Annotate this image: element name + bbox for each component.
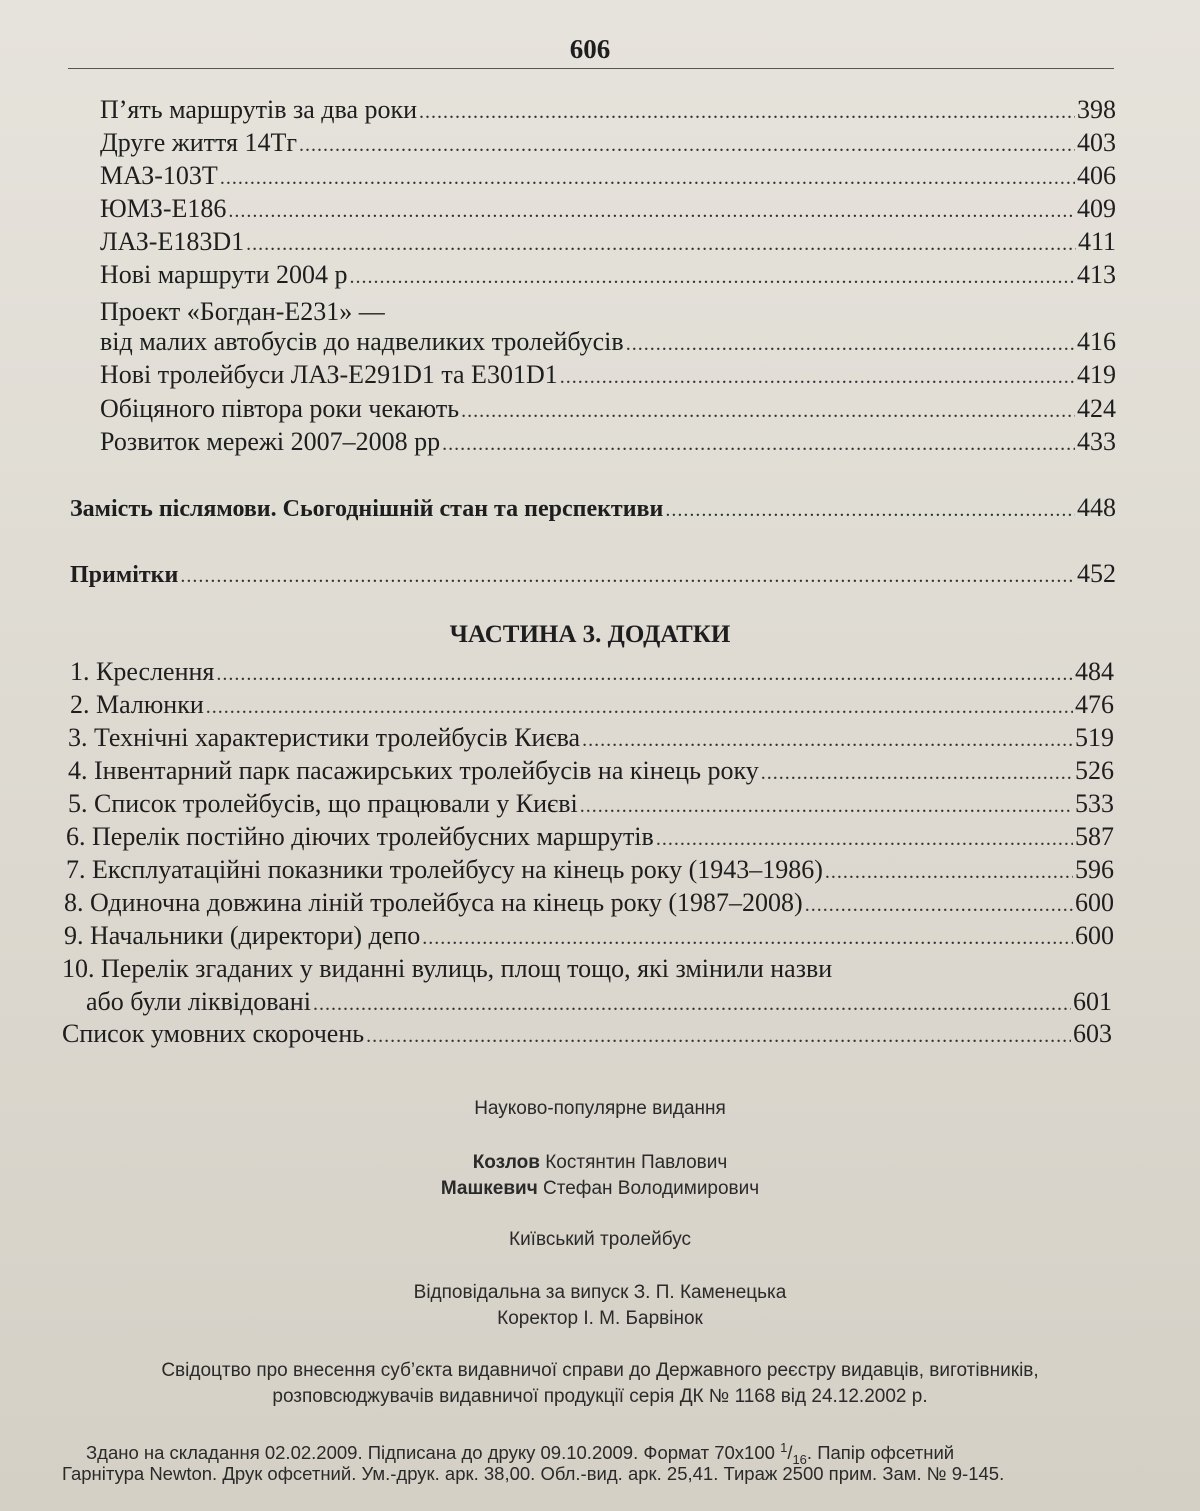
toc-entry-page: 411 [1077,227,1116,256]
toc-entry-page: 413 [1077,260,1116,289]
toc-entry [100,160,1116,194]
toc-leader-dots [246,228,1076,260]
toc-entry-title: 3. Технічні характеристики тролейбусів Києва [68,723,581,752]
toc-entry [100,426,1116,460]
toc-leader-dots [299,129,1075,161]
toc-entry-title: 4. Інвентарний парк пасажирських тролейбусів на кінець року [68,756,759,785]
toc-entry-page: 600 [1075,921,1114,950]
author-2 [0,1176,1200,1202]
toc-leader-dots [228,195,1075,227]
toc-entry-page: 406 [1077,161,1116,190]
toc-leader-dots [216,658,1073,690]
toc-leader-dots [419,96,1075,128]
toc-entry-title: Розвиток мережі 2007–2008 рр [100,427,441,456]
format-fraction-denominator: 16 [792,1451,807,1467]
toc-leader-dots [350,261,1075,293]
print-details-line-2: Гарнітура Newton. Друк офсетний. Ум.-друк. арк. 38,00. Обл.-вид. арк. 25,41. Тираж 2500 прим. Зам. № 9-145. [62,1463,1005,1484]
toc-entry [100,193,1116,227]
toc-entry-title: 1. Креслення [70,657,215,686]
toc-leader-dots [313,988,1071,1020]
toc-entry [100,359,1116,393]
toc-entry [64,920,1114,954]
toc-leader-dots [626,328,1075,360]
toc-entry-page: 409 [1077,194,1116,223]
toc-entry-title: або були ліквідовані [86,987,311,1016]
toc-entry-page: 416 [1077,327,1116,356]
toc-entry [86,986,1112,1020]
toc-entry-title: Список умовних скорочень [62,1019,365,1048]
toc-entry [68,755,1114,789]
toc-entry-title: 9. Начальники (директори) депо [64,921,421,950]
toc-entry-title: Друге життя 14Тг [100,128,298,157]
toc-entry-title: 7. Експлуатаційні показники тролейбусу на кінець року (1943–1986) [66,855,823,884]
toc-afterword [70,492,1116,526]
toc-entry-title: Обіцяного півтора роки чекають [100,394,460,423]
certificate-line-2: розповсюджувачів видавничої продукції серія ДК № 1168 від 24.12.2002 р. [272,1386,928,1407]
toc-entry [68,788,1114,822]
toc-entry-page: 519 [1075,723,1114,752]
toc-leader-dots [206,691,1073,723]
toc-entry-page: 398 [1077,95,1116,124]
author-surname: Козлов [472,1152,540,1173]
toc-leader-dots [580,790,1073,822]
toc-entry [70,689,1114,723]
toc-entry [100,393,1116,427]
toc-entry-title: 2. Малюнки [70,690,204,719]
toc-entry-page: 484 [1075,657,1114,686]
book-title: Київський тролейбус [509,1229,691,1250]
toc-leader-dots [761,757,1073,789]
responsible-editor: Відповідальна за випуск З. П. Каменецька [413,1282,787,1303]
author-surname: Машкевич [440,1178,538,1199]
toc-entry-title-line1: 10. Перелік згаданих у виданні вулиць, площ тощо, які змінили назви [62,954,833,983]
toc-entry-page: 601 [1073,987,1112,1016]
toc-entry-title: ЛАЗ-Е183D1 [100,227,245,256]
toc-entry-title: Примітки [70,562,179,588]
toc-entry [66,821,1114,855]
author-1 [0,1150,1200,1176]
toc-leader-dots [656,823,1073,855]
toc-leader-dots [825,856,1073,888]
toc-entry [70,656,1114,690]
toc-entry-title: П’ять маршрутів за два роки [100,95,418,124]
toc-entry-page: 526 [1075,756,1114,785]
toc-leader-dots [442,428,1075,460]
toc-leader-dots [582,724,1073,756]
toc-leader-dots [461,395,1075,427]
toc-entry-page: 476 [1075,690,1114,719]
toc-entry-page: 424 [1077,394,1116,423]
toc-entry-page: 603 [1073,1019,1112,1048]
toc-entry-title: Замість післямови. Сьогоднішній стан та перспективи [70,496,664,522]
corrector: Коректор І. М. Барвінок [497,1308,703,1329]
toc-entry-title: 8. Одиночна довжина ліній тролейбуса на кінець року (1987–2008) [64,888,803,917]
toc-leader-dots [180,560,1075,592]
toc-entry [66,854,1114,888]
toc-entry-page: 600 [1075,888,1114,917]
toc-notes [70,558,1116,592]
toc-leader-dots [665,494,1075,526]
toc-entry [68,722,1114,756]
toc-entry-title: 6. Перелік постійно діючих тролейбусних маршрутів [66,822,654,851]
toc-entry [100,226,1116,260]
toc-entry [64,887,1114,921]
toc-entry-page: 533 [1075,789,1114,818]
toc-entry-page: 452 [1077,559,1116,588]
toc-leader-dots [805,889,1073,921]
author-given-names: Костянтин Павлович [545,1152,728,1173]
toc-entry-title: МАЗ-103Т [100,161,218,190]
certificate-line-1: Свідоцтво про внесення суб’єкта видавничої справи до Державного реєстру видавців, виготівників, [161,1360,1039,1381]
toc-entry-title-line1: Проект «Богдан-Е231» — [100,297,385,326]
toc-entry [100,259,1116,293]
toc-leader-dots [366,1020,1071,1052]
toc-leader-dots [560,361,1075,393]
toc-leader-dots [422,922,1073,954]
toc-entry [100,94,1116,128]
toc-entry [100,326,1116,360]
toc-leader-dots [220,162,1075,194]
author-given-names: Стефан Володимирович [543,1178,760,1199]
toc-entry-page: 596 [1075,855,1114,884]
toc-entry-title: ЮМЗ-Е186 [100,194,227,223]
toc-entry-title: від малих автобусів до надвеликих тролейбусів [100,327,624,356]
edition-type: Науково-популярне видання [474,1098,726,1119]
toc-entry-page: 448 [1077,493,1116,522]
print-details-line-1: Здано на складання 02.02.2009. Підписана до друку 09.10.2009. Формат 70x100 $^1/_{16}$. Папір офсетний [86,1440,955,1467]
toc-entry-page: 419 [1077,360,1116,389]
toc-entry-page: 433 [1077,427,1116,456]
toc-entry [100,127,1116,161]
toc-entry [62,1018,1112,1052]
toc-entry-title: Нові тролейбуси ЛАЗ-Е291D1 та Е301D1 [100,360,558,389]
print-details-text: Здано на складання 02.02.2009. Підписана до друку 09.10.2009. Формат 70x100 [86,1442,781,1464]
toc-entry-page: 403 [1077,128,1116,157]
toc-entry-page: 587 [1075,822,1114,851]
header-rule [68,68,1114,69]
print-details-text: . Папір офсетний [806,1442,955,1464]
format-fraction-numerator: 1 [780,1440,788,1455]
page-number: 606 [569,34,611,64]
part3-heading: ЧАСТИНА 3. ДОДАТКИ [449,621,731,648]
toc-entry-title: 5. Список тролейбусів, що працювали у Києві [68,789,578,818]
toc-entry-title: Нові маршрути 2004 р [100,260,348,289]
